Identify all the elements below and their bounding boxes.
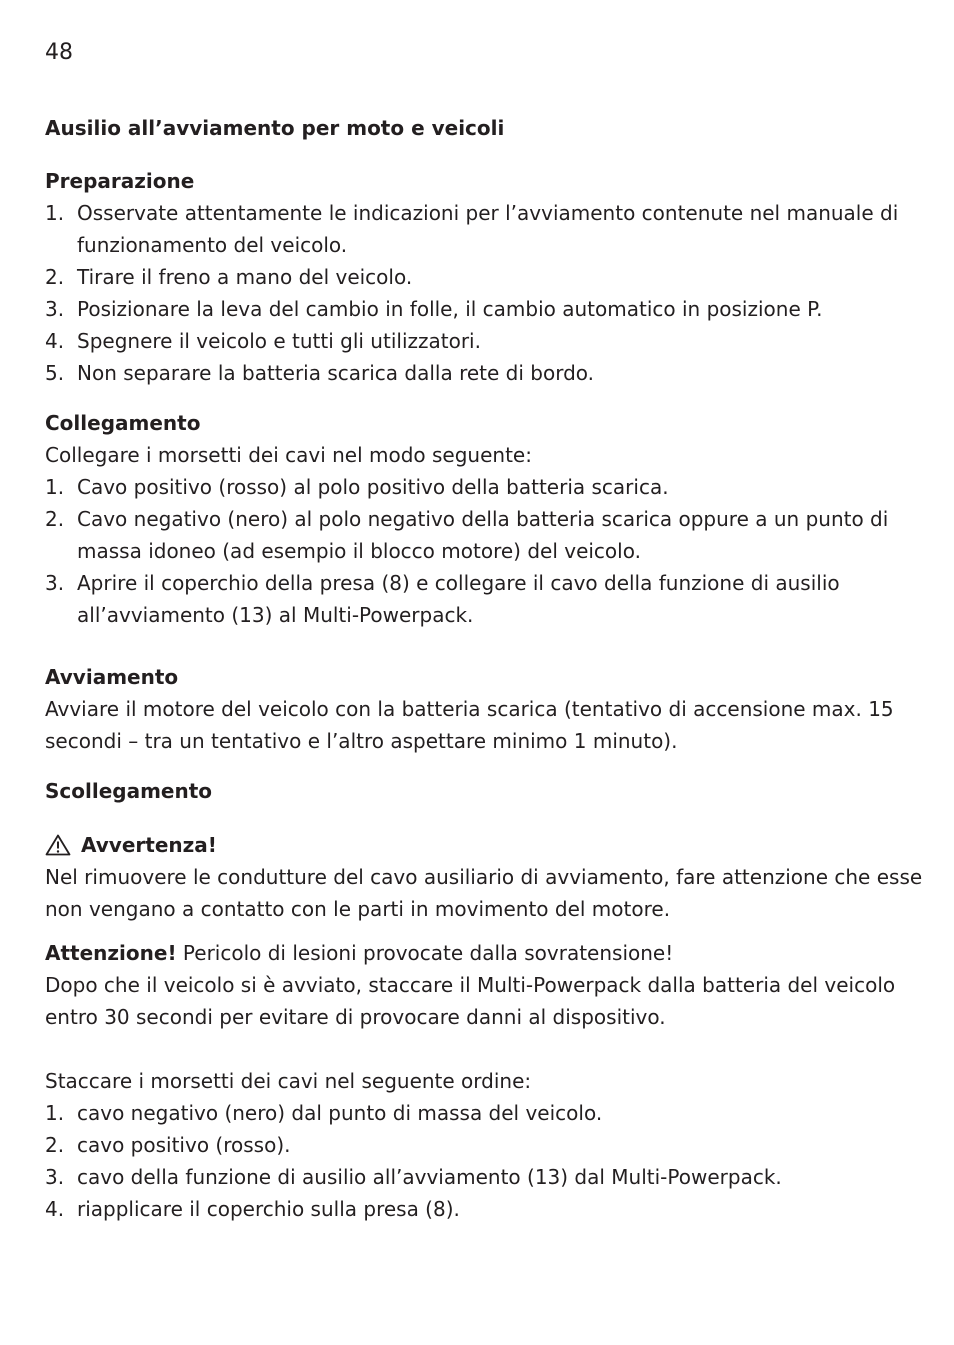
list-item: 4. riapplicare il coperchio sulla presa (8). xyxy=(45,1197,460,1221)
list-item: 1. cavo negativo (nero) dal punto di massa del veicolo. xyxy=(45,1101,603,1125)
page-number: 48 xyxy=(45,40,73,65)
page-title: Ausilio all’avviamento per moto e veicoli xyxy=(45,116,505,140)
list-item: 5. Non separare la batteria scarica dalla rete di bordo. xyxy=(45,361,595,385)
list-item: 1. Osservate attentamente le indicazioni per l’avviamento contenute nel manuale di funzionamento del veicolo. xyxy=(45,201,899,257)
warning-label: Avvertenza! xyxy=(81,833,217,857)
list-collegamento xyxy=(45,471,925,631)
heading-scollegamento: Scollegamento xyxy=(45,779,213,803)
page-content xyxy=(45,112,925,1225)
list-item: 2. Tirare il freno a mano del veicolo. xyxy=(45,265,413,289)
warning-triangle-icon xyxy=(45,834,71,856)
list-item: 4. Spegnere il veicolo e tutti gli utilizzatori. xyxy=(45,329,481,353)
heading-preparazione: Preparazione xyxy=(45,169,195,193)
list-item: 3. Posizionare la leva del cambio in folle, il cambio automatico in posizione P. xyxy=(45,297,823,321)
section-preparazione xyxy=(45,165,925,389)
heading-collegamento: Collegamento xyxy=(45,411,201,435)
section-avviamento xyxy=(45,661,925,757)
list-item: 2. cavo positivo (rosso). xyxy=(45,1133,291,1157)
heading-avviamento: Avviamento xyxy=(45,665,179,689)
scollegamento-intro: Staccare i morsetti dei cavi nel seguente ordine: xyxy=(45,1069,532,1093)
attention-text-2: Dopo che il veicolo si è avviato, staccare il Multi-Powerpack dalla batteria del veicolo entro 30 secondi per evitare di provocare danni al dispositivo. xyxy=(45,973,896,1029)
list-item: 1. Cavo positivo (rosso) al polo positivo della batteria scarica. xyxy=(45,475,669,499)
avviamento-text: Avviare il motore del veicolo con la batteria scarica (tentativo di accensione max. 15 secondi – tra un tentativo e l’altro aspettare minimo 1 minuto). xyxy=(45,697,894,753)
section-collegamento xyxy=(45,407,925,631)
list-item: 3. Aprire il coperchio della presa (8) e collegare il cavo della funzione di ausilio all’avviamento (13) al Multi-Powerpack. xyxy=(45,571,840,627)
list-preparazione xyxy=(45,197,925,389)
attention-line xyxy=(45,937,925,969)
list-scollegamento xyxy=(45,1097,925,1225)
attention-label: Attenzione! xyxy=(45,941,177,965)
collegamento-intro: Collegare i morsetti dei cavi nel modo seguente: xyxy=(45,443,532,467)
attention-text: Pericolo di lesioni provocate dalla sovratensione! xyxy=(176,941,674,965)
warning-heading xyxy=(45,829,925,861)
section-scollegamento xyxy=(45,775,925,1225)
list-item: 3. cavo della funzione di ausilio all’avviamento (13) dal Multi-Powerpack. xyxy=(45,1165,782,1189)
list-item: 2. Cavo negativo (nero) al polo negativo della batteria scarica oppure a un punto di massa idoneo (ad esempio il blocco motore) del veicolo. xyxy=(45,507,889,563)
warning-text: Nel rimuovere le condutture del cavo ausiliario di avviamento, fare attenzione che esse non vengano a contatto con le parti in movimento del motore. xyxy=(45,865,923,921)
